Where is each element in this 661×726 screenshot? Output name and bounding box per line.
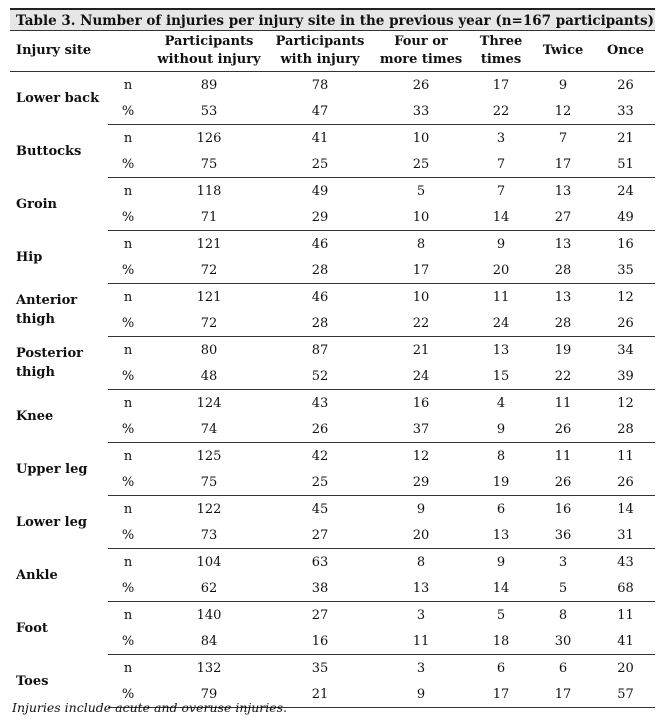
header-line: Twice (542, 43, 584, 58)
header-once (596, 31, 655, 72)
count-cell: 3 (416, 607, 426, 623)
stat-label-n: n (123, 77, 133, 93)
percent-cell: 21 (270, 681, 370, 708)
count-cell: 20 (617, 660, 634, 676)
percent-cell: 31 (596, 522, 655, 549)
header-twice (530, 31, 596, 72)
header-line: with injury (280, 52, 360, 67)
stat-label-n: n (123, 342, 133, 358)
site-name-line: Foot (16, 620, 48, 636)
header-three-times (472, 31, 530, 72)
percent-cell: 26 (596, 310, 655, 337)
stat-label-percent: % (108, 628, 148, 655)
percent-cell: 27 (270, 522, 370, 549)
percent-cell: 16 (270, 628, 370, 655)
percent-cell: 25 (270, 469, 370, 496)
percent-cell: 84 (148, 628, 270, 655)
table-title: Table 3. Number of injuries per injury site in the previous year (n=167 participants) (10, 8, 655, 30)
percent-cell: 33 (596, 98, 655, 125)
site-name-line: Toes (16, 673, 49, 689)
header-line: Three (479, 34, 523, 49)
site-name-line: Groin (16, 196, 58, 212)
count-cell: 5 (496, 607, 506, 623)
percent-cell: 24 (472, 310, 530, 337)
count-cell: 46 (311, 236, 329, 252)
count-cell: 12 (412, 448, 430, 464)
count-cell: 26 (412, 77, 430, 93)
count-cell: 7 (496, 183, 506, 199)
percent-cell: 20 (472, 257, 530, 284)
count-cell: 3 (558, 554, 568, 570)
count-cell: 42 (311, 448, 329, 464)
percent-cell: 25 (270, 151, 370, 178)
count-cell: 8 (416, 236, 426, 252)
percent-cell: 26 (270, 416, 370, 443)
percent-cell: 47 (270, 98, 370, 125)
injury-site-label (10, 231, 108, 284)
percent-cell: 30 (530, 628, 596, 655)
percent-cell: 29 (370, 469, 472, 496)
percent-cell: 48 (148, 363, 270, 390)
percent-cell: 25 (370, 151, 472, 178)
header-line: without injury (157, 52, 261, 67)
site-name-line: thigh (16, 312, 55, 327)
header-without-injury (148, 31, 270, 72)
count-cell: 10 (412, 130, 430, 146)
site-name-line: Lower leg (16, 514, 87, 530)
count-cell: 4 (496, 395, 506, 411)
percent-cell: 72 (148, 310, 270, 337)
percent-cell: 39 (596, 363, 655, 390)
count-cell: 8 (496, 448, 506, 464)
percent-cell: 28 (596, 416, 655, 443)
percent-cell: 28 (530, 310, 596, 337)
count-cell: 43 (311, 395, 329, 411)
count-cell: 6 (496, 501, 506, 517)
header-stat (108, 31, 148, 72)
count-cell: 11 (617, 448, 634, 464)
percent-cell: 49 (596, 204, 655, 231)
percent-cell: 18 (472, 628, 530, 655)
count-cell: 104 (196, 554, 222, 570)
percent-cell: 75 (148, 469, 270, 496)
count-cell: 118 (196, 183, 222, 199)
injury-site-label (10, 390, 108, 443)
percent-cell: 35 (596, 257, 655, 284)
percent-cell: 17 (530, 151, 596, 178)
header-line: Participants (275, 34, 365, 49)
percent-cell: 72 (148, 257, 270, 284)
count-cell: 21 (412, 342, 430, 358)
stat-label-percent: % (108, 363, 148, 390)
count-cell: 49 (311, 183, 329, 199)
header-line: Four or (394, 34, 448, 49)
count-cell: 8 (416, 554, 426, 570)
percent-cell: 27 (530, 204, 596, 231)
count-cell: 43 (617, 554, 634, 570)
count-cell: 11 (617, 607, 634, 623)
count-cell: 132 (196, 660, 222, 676)
percent-cell: 38 (270, 575, 370, 602)
count-cell: 13 (554, 236, 572, 252)
site-name-line: Hip (16, 249, 43, 265)
percent-cell: 75 (148, 151, 270, 178)
percent-cell: 57 (596, 681, 655, 708)
injury-site-label (10, 284, 108, 337)
count-cell: 9 (416, 501, 426, 517)
site-name-line: Buttocks (16, 143, 82, 159)
injury-site-label (10, 125, 108, 178)
percent-cell: 19 (472, 469, 530, 496)
percent-cell: 10 (370, 204, 472, 231)
stat-label-percent: % (108, 469, 148, 496)
stat-label-n: n (123, 395, 133, 411)
percent-cell: 9 (472, 416, 530, 443)
count-cell: 9 (558, 77, 568, 93)
percent-cell: 9 (370, 681, 472, 708)
percent-cell: 73 (148, 522, 270, 549)
percent-cell: 12 (530, 98, 596, 125)
count-cell: 10 (412, 289, 430, 305)
percent-cell: 62 (148, 575, 270, 602)
table-row (10, 178, 655, 205)
injury-site-label (10, 443, 108, 496)
count-cell: 5 (416, 183, 426, 199)
count-cell: 35 (311, 660, 329, 676)
percent-cell: 26 (530, 416, 596, 443)
stat-label-n: n (123, 183, 133, 199)
percent-cell: 71 (148, 204, 270, 231)
count-cell: 11 (492, 289, 510, 305)
header-line: Participants (164, 34, 254, 49)
count-cell: 16 (412, 395, 430, 411)
count-cell: 121 (196, 236, 222, 252)
percent-cell: 37 (370, 416, 472, 443)
count-cell: 126 (196, 130, 222, 146)
count-cell: 11 (554, 395, 572, 411)
stat-label-n: n (123, 660, 133, 676)
stat-label-n: n (123, 289, 133, 305)
injury-site-label (10, 602, 108, 655)
stat-label-percent: % (108, 522, 148, 549)
count-cell: 9 (496, 236, 506, 252)
stat-label-n: n (123, 607, 133, 623)
count-cell: 17 (492, 77, 510, 93)
table-row (10, 390, 655, 417)
count-cell: 8 (558, 607, 568, 623)
count-cell: 87 (311, 342, 329, 358)
count-cell: 6 (558, 660, 568, 676)
stat-label-percent: % (108, 310, 148, 337)
stat-label-n: n (123, 448, 133, 464)
count-cell: 6 (496, 660, 506, 676)
percent-cell: 15 (472, 363, 530, 390)
percent-cell: 7 (472, 151, 530, 178)
percent-cell: 79 (148, 681, 270, 708)
count-cell: 122 (196, 501, 222, 517)
header-with-injury (270, 31, 370, 72)
count-cell: 16 (617, 236, 634, 252)
percent-cell: 26 (530, 469, 596, 496)
percent-cell: 74 (148, 416, 270, 443)
table-row (10, 337, 655, 364)
percent-cell: 33 (370, 98, 472, 125)
percent-cell: 28 (270, 310, 370, 337)
percent-cell: 29 (270, 204, 370, 231)
count-cell: 89 (200, 77, 218, 93)
percent-cell: 53 (148, 98, 270, 125)
count-cell: 140 (196, 607, 222, 623)
footnote: Injuries include acute and overuse injuries. (12, 700, 288, 715)
stat-label-n: n (123, 236, 133, 252)
count-cell: 16 (554, 501, 572, 517)
site-name-line: Knee (16, 408, 54, 424)
count-cell: 9 (496, 554, 506, 570)
count-cell: 26 (617, 77, 634, 93)
count-cell: 124 (196, 395, 222, 411)
stat-label-n: n (123, 554, 133, 570)
percent-cell: 14 (472, 575, 530, 602)
injury-site-label (10, 496, 108, 549)
percent-cell: 17 (530, 681, 596, 708)
injury-site-label (10, 337, 108, 390)
injury-site-label (10, 178, 108, 231)
percent-cell: 20 (370, 522, 472, 549)
table-row (10, 72, 655, 99)
header-row (10, 31, 655, 72)
count-cell: 21 (617, 130, 634, 146)
percent-cell: 41 (596, 628, 655, 655)
percent-cell: 13 (472, 522, 530, 549)
site-name-line: Anterior (16, 293, 78, 308)
stat-label-percent: % (108, 98, 148, 125)
count-cell: 27 (311, 607, 329, 623)
count-cell: 12 (617, 289, 634, 305)
percent-cell: 36 (530, 522, 596, 549)
count-cell: 7 (558, 130, 568, 146)
table-row (10, 443, 655, 470)
injury-site-label (10, 72, 108, 125)
site-name-line: Upper leg (16, 461, 88, 477)
percent-cell: 51 (596, 151, 655, 178)
site-name-line: Lower back (16, 90, 100, 106)
stat-label-percent: % (108, 575, 148, 602)
percent-cell: 17 (370, 257, 472, 284)
header-line: times (480, 52, 522, 67)
count-cell: 121 (196, 289, 222, 305)
percent-cell: 28 (530, 257, 596, 284)
table-row (10, 231, 655, 258)
count-cell: 78 (311, 77, 329, 93)
percent-cell: 22 (370, 310, 472, 337)
count-cell: 11 (554, 448, 572, 464)
count-cell: 12 (617, 395, 634, 411)
count-cell: 80 (200, 342, 218, 358)
header-line: Once (607, 43, 644, 58)
percent-cell: 14 (472, 204, 530, 231)
table-row (10, 496, 655, 523)
count-cell: 3 (416, 660, 426, 676)
stat-label-n: n (123, 130, 133, 146)
count-cell: 41 (311, 130, 329, 146)
percent-cell: 68 (596, 575, 655, 602)
header-four-or-more (370, 31, 472, 72)
count-cell: 13 (492, 342, 510, 358)
count-cell: 19 (554, 342, 572, 358)
table-row (10, 125, 655, 152)
count-cell: 34 (617, 342, 634, 358)
table-row (10, 549, 655, 576)
count-cell: 13 (554, 183, 572, 199)
header-injury-site: Injury site (10, 31, 108, 72)
stat-label-percent: % (108, 151, 148, 178)
stat-label-n: n (123, 501, 133, 517)
count-cell: 14 (617, 501, 634, 517)
count-cell: 24 (617, 183, 634, 199)
site-name-line: Posterior (16, 346, 83, 361)
percent-cell: 5 (530, 575, 596, 602)
count-cell: 3 (496, 130, 506, 146)
percent-cell: 24 (370, 363, 472, 390)
table-row (10, 655, 655, 682)
percent-cell: 52 (270, 363, 370, 390)
percent-cell: 26 (596, 469, 655, 496)
percent-cell: 22 (472, 98, 530, 125)
percent-cell: 28 (270, 257, 370, 284)
count-cell: 45 (311, 501, 329, 517)
percent-cell: 11 (370, 628, 472, 655)
stat-label-percent: % (108, 681, 148, 708)
count-cell: 63 (311, 554, 329, 570)
count-cell: 125 (196, 448, 222, 464)
count-cell: 46 (311, 289, 329, 305)
stat-label-percent: % (108, 257, 148, 284)
percent-cell: 13 (370, 575, 472, 602)
percent-cell: 22 (530, 363, 596, 390)
stat-label-percent: % (108, 204, 148, 231)
header-line: more times (379, 52, 463, 67)
site-name-line: Ankle (16, 567, 58, 583)
table-row (10, 602, 655, 629)
percent-cell: 17 (472, 681, 530, 708)
stat-label-percent: % (108, 416, 148, 443)
table-row (10, 284, 655, 311)
injury-table (10, 30, 655, 708)
site-name-line: thigh (16, 365, 55, 380)
injury-site-label (10, 549, 108, 602)
count-cell: 13 (554, 289, 572, 305)
